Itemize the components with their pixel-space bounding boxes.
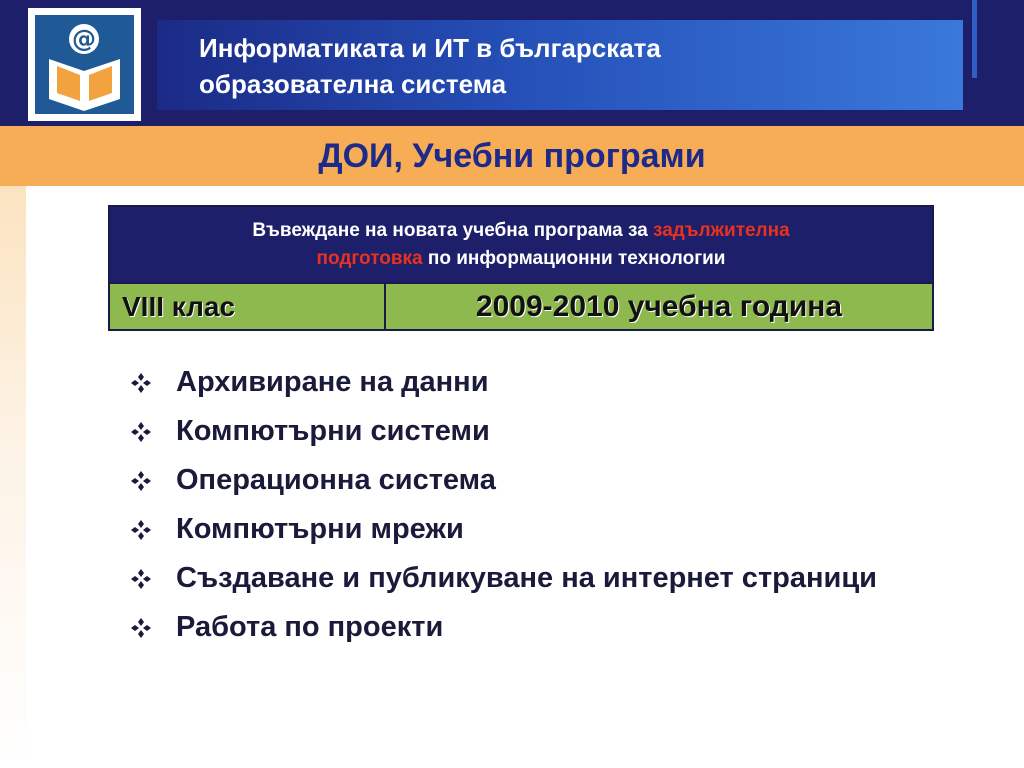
list-item	[126, 603, 926, 652]
school-year-cell: 2009-2010 учебна година	[475, 290, 843, 323]
title-bar	[157, 20, 963, 110]
list-item-text: Компютърни мрежи	[176, 513, 464, 545]
list-item-text: Архивиране на данни	[176, 366, 489, 398]
list-item-text: Създаване и публикуване на интернет страници	[176, 562, 877, 594]
four-diamond-bullet-icon	[126, 358, 156, 407]
slide-title	[199, 30, 939, 102]
decorative-rule	[972, 0, 977, 78]
curriculum-table	[108, 205, 934, 331]
grade-cell: VIII клас	[110, 284, 386, 329]
header-highlight-2: подготовка	[316, 248, 423, 269]
list-item-text: Операционна система	[176, 464, 496, 496]
slide-title-line-1: Информатиката и ИТ в българската	[199, 33, 661, 63]
list-item	[126, 456, 926, 505]
four-diamond-bullet-icon	[126, 554, 156, 603]
list-item-text: Работа по проекти	[176, 611, 444, 643]
svg-text:@: @	[72, 25, 96, 53]
four-diamond-bullet-icon	[126, 603, 156, 652]
slide-subtitle: ДОИ, Учебни програми	[318, 137, 706, 175]
logo	[28, 8, 141, 121]
four-diamond-bullet-icon	[126, 456, 156, 505]
list-item	[126, 554, 926, 603]
header-text-part-2: по информационни технологии	[422, 248, 726, 269]
left-gradient-strip	[0, 186, 26, 768]
header-text-part-1: Въвеждане на новата учебна програма за	[252, 220, 654, 241]
open-book-at-sign-logo-icon	[35, 15, 134, 114]
list-item	[126, 505, 926, 554]
slide-title-line-2: образователна система	[199, 69, 507, 99]
list-item	[126, 358, 926, 407]
curriculum-table-row	[110, 282, 932, 329]
curriculum-table-header	[110, 207, 932, 282]
list-item-text: Компютърни системи	[176, 415, 490, 447]
four-diamond-bullet-icon	[126, 407, 156, 456]
list-item	[126, 407, 926, 456]
four-diamond-bullet-icon	[126, 505, 156, 554]
topic-list	[126, 358, 926, 652]
header-highlight-1: задължителна	[653, 220, 790, 241]
